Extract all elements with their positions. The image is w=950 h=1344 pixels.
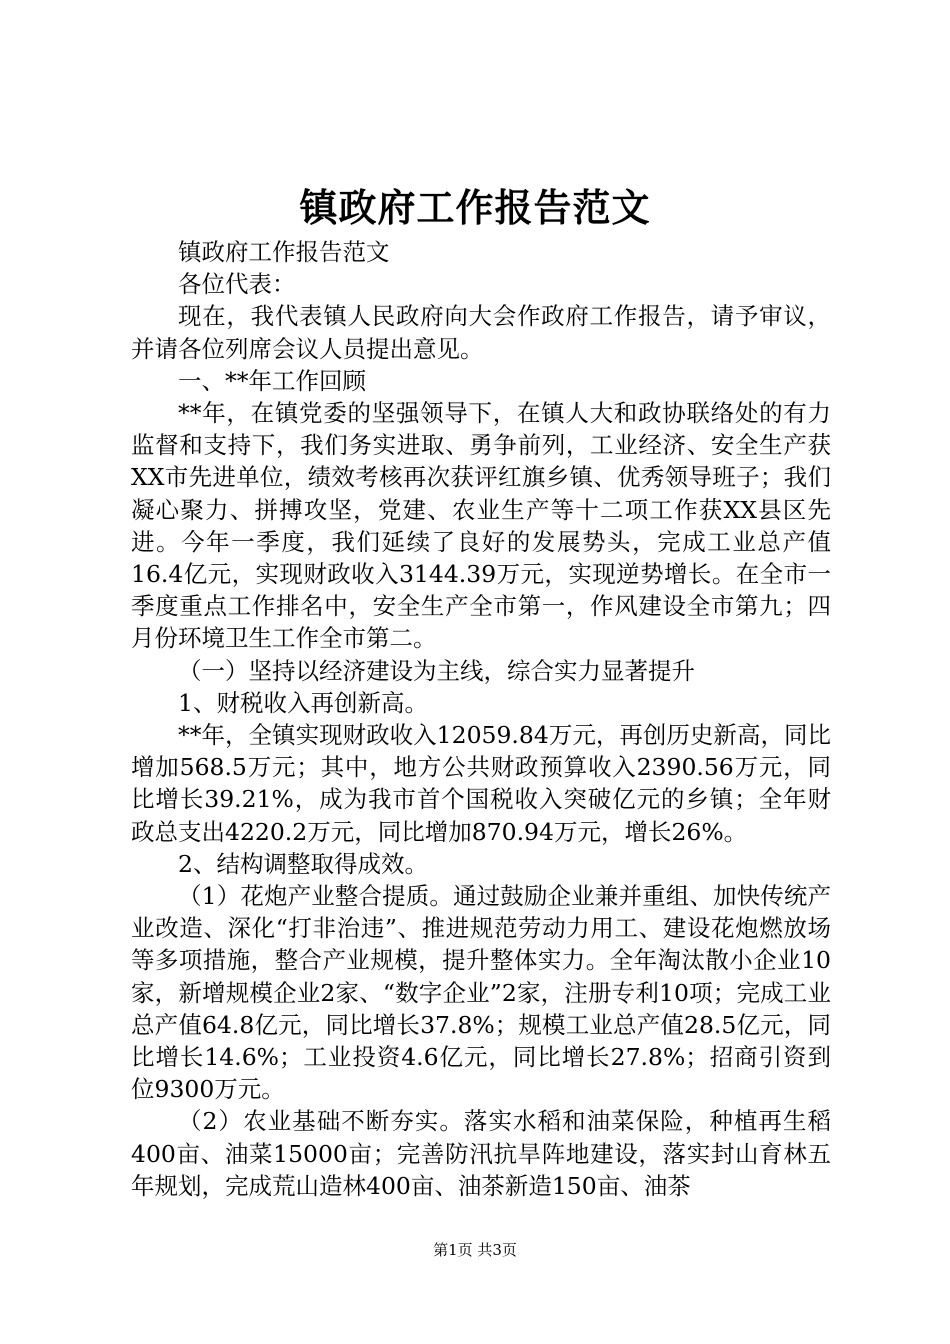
page-title: 镇政府工作报告范文 [299, 185, 651, 230]
document-body [131, 236, 831, 1202]
item-heading-finance: 1、财税收入再创新高。 [178, 688, 428, 717]
paragraph-heading-repeat: 镇政府工作报告范文 [178, 238, 390, 266]
paragraph-review: **年，在镇党委的坚强领导下，在镇人大和政协联络处的有力监督和支持下，我们务实进取、勇争前列，工业经济、安全生产获XX市先进单位，绩效考核再次获评红旗乡镇、优秀领导班子；我们凝心聚力、拼搏攻坚，党建、农业生产等十二项工作获XX县区先进。今年一季度，我们延续了良好的发展势头，完成工业总产值16.4亿元，实现财政收入3144.39万元，实现逆势增长。在全市一季度重点工作排名中，安全生产全市第一，作风建设全市第九；四月份环境卫生工作全市第二。 [131, 399, 831, 653]
paragraph-finance: **年，全镇实现财政收入12059.84万元，再创历史新高，同比增加568.5万元；其中，地方公共财政预算收入2390.56万元，同比增长39.21%，成为我市首个国税收入突破亿元的乡镇；全年财政总支出4220.2万元，同比增加870.94万元，增长26%。 [131, 721, 831, 846]
paragraph-agriculture: （2）农业基础不断夯实。落实水稻和油菜保险，种植再生稻400亩、油菜15000亩；完善防汛抗旱阵地建设，落实封山育林五年规划，完成荒山造林400亩、油茶新造150亩、油茶 [131, 1107, 831, 1200]
section-heading-review: 一、**年工作回顾 [178, 366, 366, 395]
subsection-heading-economy: （一）坚持以经济建设为主线，综合实力显著提升 [178, 656, 695, 685]
paragraph-fireworks: （1）花炮产业整合提质。通过鼓励企业兼并重组、加快传统产业改造、深化“打非治违”、推进规范劳动力用工、建设花炮燃放场等多项措施，整合产业规模，提升整体实力。全年淘汰散小企业10家，新增规模企业2家、“数字企业”2家，注册专利10项；完成工业总产值64.8亿元，同比增长37.8%；规模工业总产值28.5亿元，同比增长14.6%；工业投资4.6亿元，同比增长27.8%；招商引资到位9300万元。 [131, 882, 831, 1104]
page-number: 第1页 共3页 [433, 1241, 517, 1259]
paragraph-salutation: 各位代表： [178, 270, 296, 299]
item-heading-structure: 2、结构调整取得成效。 [178, 849, 428, 878]
paragraph-intro: 现在，我代表镇人民政府向大会作政府工作报告，请予审议，并请各位列席会议人员提出意见。 [131, 302, 831, 363]
